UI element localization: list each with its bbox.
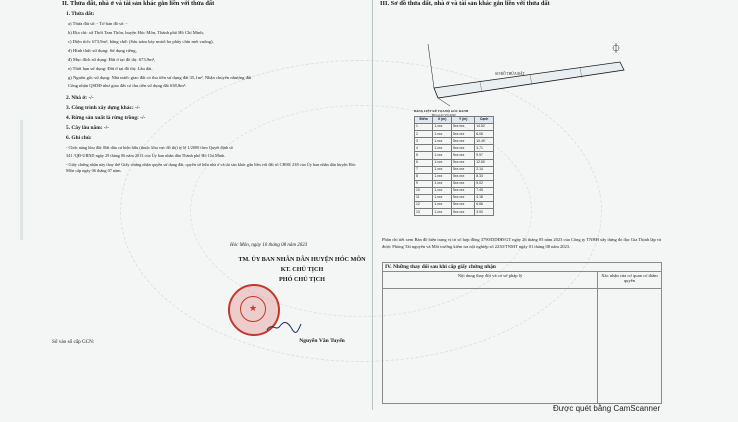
coord-cell: 4 <box>415 145 433 152</box>
coord-cell: 8.33 <box>475 173 494 180</box>
coord-cell: 1.xxx <box>433 166 452 173</box>
coord-header-row <box>415 117 494 124</box>
coord-row <box>415 166 494 173</box>
coord-cell: 5 <box>415 152 433 159</box>
coord-cell: 1.xxx <box>433 138 452 145</box>
coord-cell: 13 <box>415 209 433 216</box>
coord-cell: 1.xxx <box>433 202 452 209</box>
coord-cell: 14.52 <box>475 124 494 131</box>
usage-purpose: đ) Mục đích sử dụng: Đất ở tại đô thị: 673,9m², <box>68 57 156 62</box>
coord-row <box>415 187 494 194</box>
coord-cell: 1.xxx <box>433 173 452 180</box>
notes-title: 6. Ghi chú: <box>66 135 92 141</box>
coord-cell: 5xx.xxx <box>452 145 475 152</box>
note-line-3: - Giấy chứng nhận này thay thế Giấy chứng nhận quyền sử dụng đất, quyền sở hữu nhà ở và tài sản khác gắn liền với đất số CH00/ 238 của Ủy ban nhân dân huyện Hóc Môn cấp ngày 06 tháng 07 năm. <box>66 162 356 174</box>
coord-cell: 5xx.xxx <box>452 173 475 180</box>
coord-row <box>415 138 494 145</box>
coord-cell: 1.xxx <box>433 180 452 187</box>
land-plot-label: 1. Thửa đất: <box>66 11 95 17</box>
coord-cell: 4.18 <box>475 195 494 202</box>
construction-label: 3. Công trình xây dựng khác: -/- <box>66 105 141 111</box>
official-seal: ★ <box>228 284 280 336</box>
note-line-1: - Chức năng khu đất: Đất dân cư hiện hữu (thuộc khu vực đô thị) tỷ lệ 1/2000 theo Quyết định số <box>66 145 233 150</box>
coord-cell: 2 <box>415 131 433 138</box>
section-ii-title: II. Thửa đất, nhà ở và tài sản khác gắn liền với thửa đất <box>62 0 215 7</box>
plot-sketch-map <box>420 40 630 110</box>
cert-number-label: Số vào sổ cấp GCN: <box>52 339 95 345</box>
coord-cell: 6.08 <box>475 131 494 138</box>
page-divider <box>372 0 373 410</box>
coord-col-header: Cạnh <box>475 117 494 124</box>
coord-cell: 12 <box>415 202 433 209</box>
coord-col-header: X (m) <box>433 117 452 124</box>
coord-cell: 5xx.xxx <box>452 138 475 145</box>
coord-col-header: Y (m) <box>452 117 475 124</box>
coord-cell: 1.xxx <box>433 195 452 202</box>
coord-cell: 5xx.xxx <box>452 202 475 209</box>
coord-row <box>415 173 494 180</box>
plot-address: b) Địa chỉ: xã Thới Tam Thôn, huyện Hóc Môn, Thành phố Hồ Chí Minh, <box>68 30 204 35</box>
coord-cell: 2.14 <box>475 166 494 173</box>
coord-cell: 3.71 <box>475 145 494 152</box>
coord-cell: 5xx.xxx <box>452 124 475 131</box>
changes-col-content: Nội dung thay đổi và cơ sở pháp lý <box>383 272 598 289</box>
coord-cell: 1 <box>415 124 433 131</box>
usage-term: e) Thời hạn sử dụng: Đất ở tại đô thị: Lâu dài, <box>68 66 153 71</box>
coord-cell: 1.xxx <box>433 209 452 216</box>
coord-col-header: Điểm <box>415 117 433 124</box>
map-label: SƠ ĐỒ THỬA ĐẤT <box>495 72 525 76</box>
left-column <box>52 0 366 410</box>
scan-edge <box>20 120 23 240</box>
coord-cell: 5xx.xxx <box>452 180 475 187</box>
usage-origin-cont: Công nhận QSDĐ như giao đất có thu tiền sử dụng đất 638,8m². <box>68 83 187 88</box>
coord-cell: 1.xxx <box>433 159 452 166</box>
coord-row <box>415 209 494 216</box>
coord-cell: 5xx.xxx <box>452 195 475 202</box>
plot-area: c) Diện tích: 673,9m², bằng chữ: (Sáu trăm bảy mươi ba phẩy chín mét vuông), <box>68 39 214 44</box>
coord-table-title: BẢNG LIỆT KÊ TỌA ĐỘ GÓC RANH <box>414 109 469 113</box>
issue-date: Hóc Môn, ngày 10 tháng 08 năm 2023 <box>230 243 308 248</box>
org-line-1: TM. ỦY BAN NHÂN DÂN HUYỆN HÓC MÔN <box>238 256 366 263</box>
coord-cell: 11 <box>415 195 433 202</box>
coord-cell: 10 <box>415 187 433 194</box>
coord-cell: 5xx.xxx <box>452 166 475 173</box>
survey-note: Phần chỉ tiết xem Bản đồ hiện trạng vị trí số hợp đồng 3790/DDĐĐ/GT ngày 26 tháng 05 năm 2023 của Công ty TNHH xây dựng đo đạc Gia Thịnh lập và được Phòng Tài nguyên và Môi trường kiểm tra nội nghiệp số 2230/TNMT ngày 01 tháng 08 năm 2023. <box>382 237 662 249</box>
usage-form: d) Hình thức sử dụng: Sử dụng riêng, <box>68 48 137 53</box>
changes-title: IV. Những thay đổi sau khi cấp giấy chứng nhận <box>383 263 662 272</box>
coord-system: Hệ tọa độ VN-2000 <box>432 113 456 117</box>
house-label: 2. Nhà ở: -/- <box>66 95 94 101</box>
coord-cell: 10.49 <box>475 138 494 145</box>
coord-row <box>415 145 494 152</box>
coord-cell: 5xx.xxx <box>452 209 475 216</box>
coord-cell: 12.60 <box>475 159 494 166</box>
coord-row <box>415 202 494 209</box>
org-line-3: PHÓ CHỦ TỊCH <box>279 276 325 283</box>
coord-cell: 5xx.xxx <box>452 152 475 159</box>
coord-cell: 1.xxx <box>433 124 452 131</box>
usage-origin: g) Nguồn gốc sử dụng: Nhà nước giao đất có thu tiền sử dụng đất 35,1m², Nhận chuyển nhượng đất <box>68 75 252 80</box>
coord-row <box>415 180 494 187</box>
coord-cell: 5xx.xxx <box>452 187 475 194</box>
coord-cell: 6 <box>415 159 433 166</box>
section-iii-title: III. Sơ đồ thửa đất, nhà ở và tài sản khác gắn liền với thửa đất <box>380 0 550 7</box>
plot-number: a) Thửa đất số: - Tờ bản đồ số: - <box>68 21 128 26</box>
coord-cell: 8 <box>415 173 433 180</box>
changes-content-cell <box>383 289 598 404</box>
changes-col-confirm: Xác nhận của cơ quan có thẩm quyền <box>598 272 662 289</box>
scanner-watermark: Được quét bằng CamScanner <box>553 404 661 413</box>
coord-cell: 1.xxx <box>433 131 452 138</box>
coord-cell: 7 <box>415 166 433 173</box>
org-line-2: KT. CHỦ TỊCH <box>280 266 324 273</box>
note-line-2: 341 /QĐ-UBND ngày 29 tháng 06 năm 2013 của Ủy ban nhân dân Thành phố Hồ Chí Minh. <box>66 153 226 158</box>
coord-row <box>415 195 494 202</box>
perennial-label: 5. Cây lâu năm: -/- <box>66 125 109 131</box>
coord-cell: 1.xxx <box>433 145 452 152</box>
coord-cell: 3 <box>415 138 433 145</box>
changes-table <box>382 262 662 404</box>
handwritten-signature <box>266 320 302 334</box>
coord-cell: 5.02 <box>475 180 494 187</box>
coord-cell: 1.xxx <box>433 152 452 159</box>
coord-cell: 3.90 <box>475 209 494 216</box>
coord-row <box>415 159 494 166</box>
coord-cell: 9 <box>415 180 433 187</box>
coord-cell: 9.97 <box>475 152 494 159</box>
coord-row <box>415 131 494 138</box>
coord-cell: 5xx.xxx <box>452 131 475 138</box>
changes-confirm-cell <box>598 289 662 404</box>
forest-label: 4. Rừng sản xuất là rừng trồng: -/- <box>66 115 146 121</box>
coord-cell: 5xx.xxx <box>452 159 475 166</box>
coord-cell: 7.45 <box>475 187 494 194</box>
signer-name: Nguyễn Văn Tuyến <box>299 338 345 344</box>
coord-cell: 6.66 <box>475 202 494 209</box>
coord-cell: 1.xxx <box>433 187 452 194</box>
coord-row <box>415 124 494 131</box>
coord-row <box>415 152 494 159</box>
